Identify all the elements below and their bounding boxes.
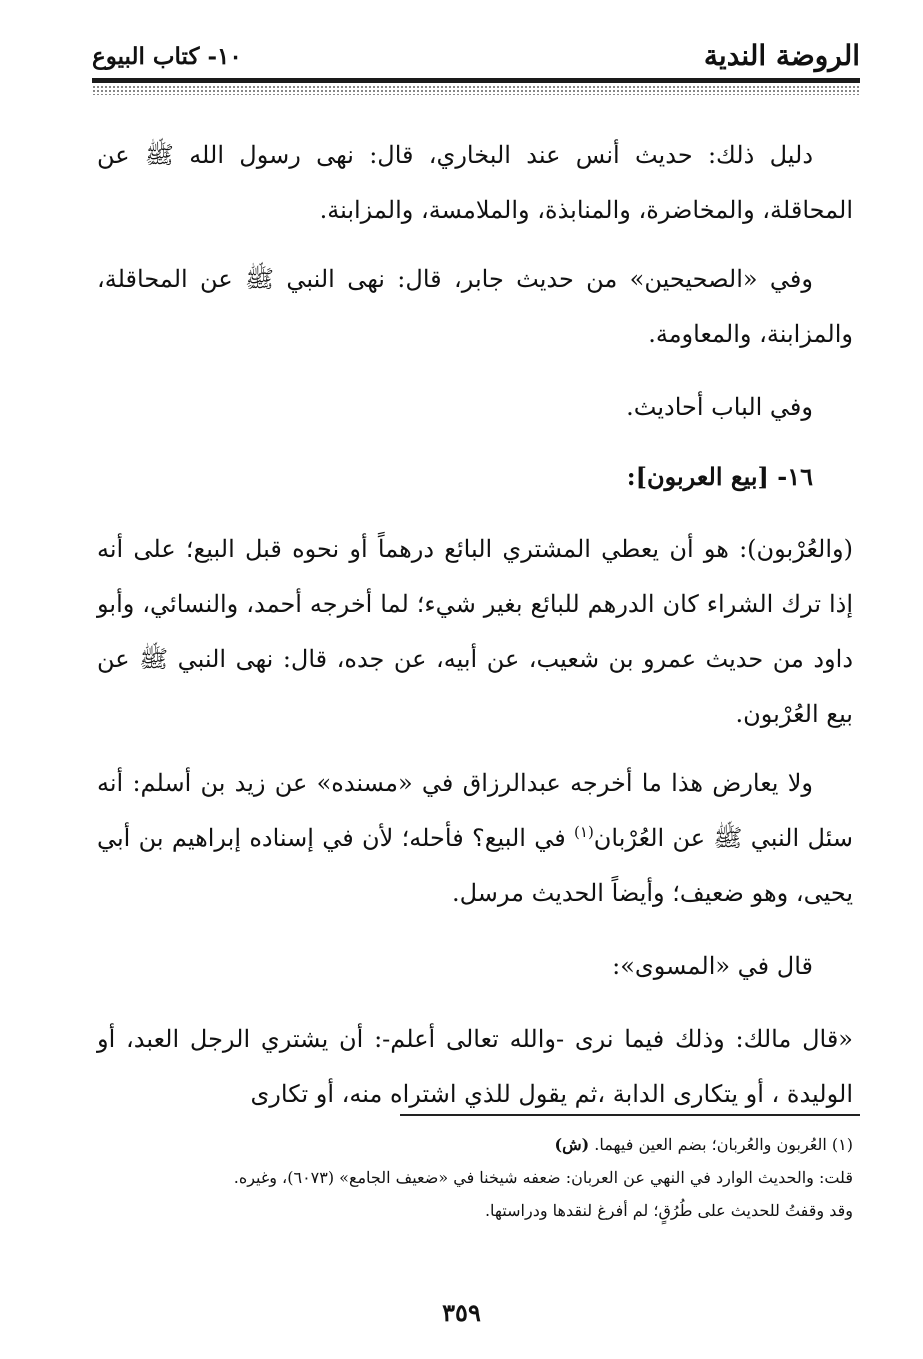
paragraph-evidence-anas: دليل ذلك: حديث أنس عند البخاري، قال: نهى رسول الله ﷺ عن المحاقلة، والمخاضرة، والمنابذة، والملامسة، والمزابنة.: [97, 141, 853, 224]
header-rule: [92, 78, 860, 83]
page-number: ٣٥٩: [442, 1298, 481, 1327]
paragraph-abdulrazzaq: [97, 756, 853, 921]
main-text: [97, 128, 853, 1122]
paragraph-urbun-definition: (والعُرْبون): هو أن يعطي المشتري البائع درهماً أو نحوه قبل البيع؛ على أنه إذا ترك الشراء كان الدرهم للبائع بغير شيء؛ لما أخرجه أحمد، والنسائي، وأبو داود من حديث عمرو بن شعيب، عن أبيه، عن جده، قال: نهى النبي ﷺ عن بيع العُرْبون.: [97, 535, 854, 728]
paragraph-malik-quote: «قال مالك: وذلك فيما نرى -والله تعالى أعلم-: أن يشتري الرجل العبد، أو الوليدة ، أو يتكارى الدابة ،ثم يقول للذي اشتراه منه، أو تكارى: [97, 1025, 853, 1108]
chapter-title: ١٠- كتاب البيوع: [92, 43, 242, 70]
paragraph-musawwa: قال في «المسوى»:: [612, 952, 813, 980]
paragraph-jabir-hadith: وفي «الصحيحين» من حديث جابر، قال: نهى النبي ﷺ عن المحاقلة، والمزابنة، والمعاومة.: [97, 265, 853, 348]
section-heading: ١٦- [بيع العربون]:: [626, 462, 813, 491]
paragraph-other-hadiths: وفي الباب أحاديث.: [626, 393, 813, 421]
footnote-text: (١) العُربون والعُربان؛ بضم العين فيهما.: [589, 1135, 853, 1154]
footnote-editor-note: قلت: والحديث الوارد في النهي عن العربان: ضعفه شيخنا في «ضعيف الجامع» (٦٠٧٣)، وغيره.: [233, 1168, 853, 1187]
footnote-editor-note-2: وقد وقفتُ للحديث على طُرُقٍ؛ لم أفرغ لنقدها ودراستها.: [484, 1201, 853, 1220]
paragraph-text: ولا يعارض هذا ما أخرجه عبدالرزاق في «مسنده» عن زيد بن أسلم: أنه سئل النبي ﷺ عن العُرْبان: [97, 769, 853, 852]
header-dotted-rule: [92, 85, 860, 95]
footnotes: [115, 1128, 853, 1227]
footnote-rule: [400, 1114, 860, 1116]
footnote-marker[interactable]: (١): [574, 823, 594, 841]
running-header: [92, 38, 860, 78]
footnote-signature: (ش): [554, 1135, 590, 1154]
book-title: الروضة الندية: [703, 39, 860, 72]
footnote-1: [115, 1128, 853, 1161]
paragraph-text: في البيع؟ فأحله؛ لأن في إسناده إبراهيم بن أبي يحيى، وهو ضعيف؛ وأيضاً الحديث مرسل.: [97, 824, 853, 907]
